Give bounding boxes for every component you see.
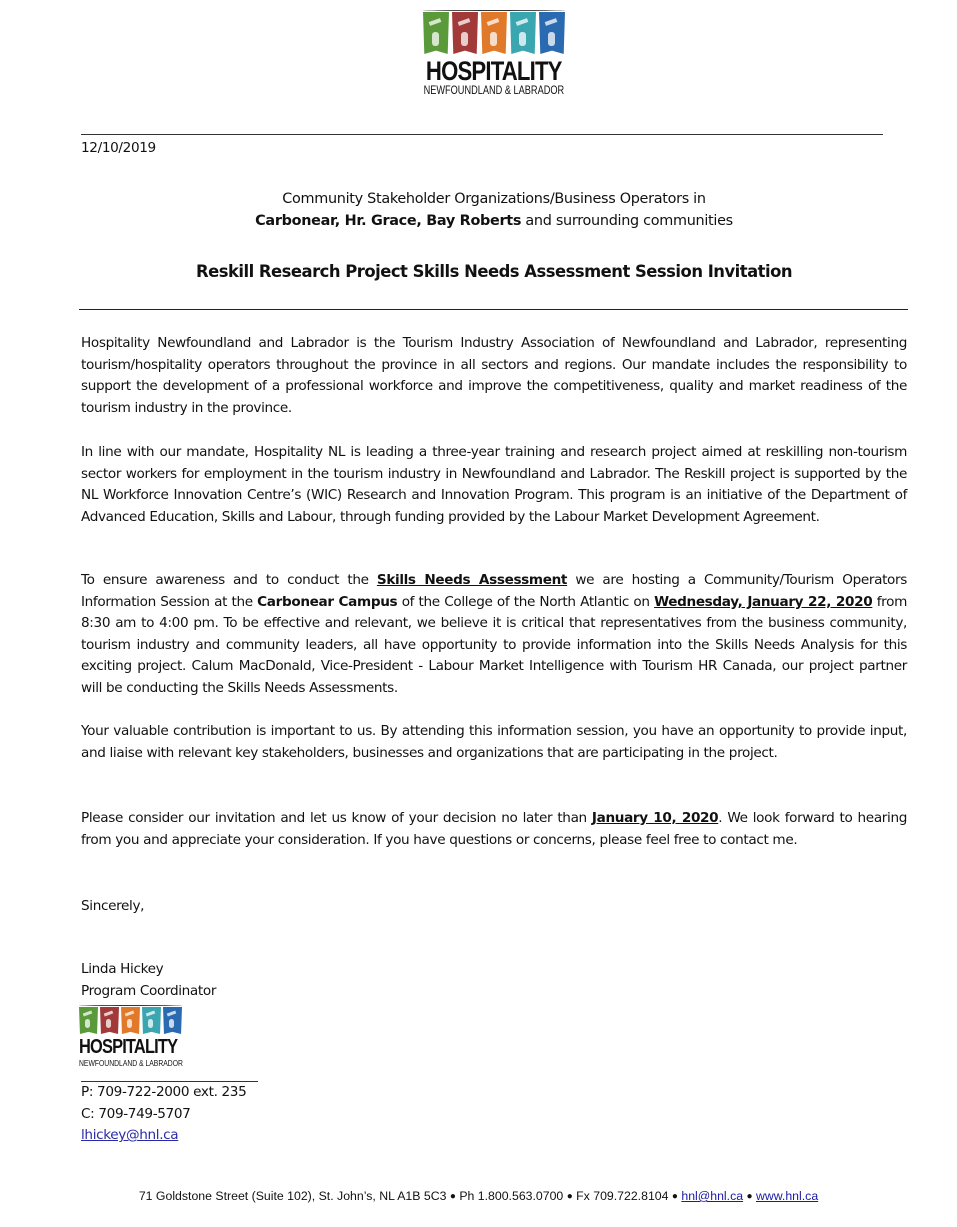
- addressee-line-2: [81, 210, 907, 232]
- signer-name: Linda Hickey: [81, 961, 164, 977]
- title-divider: [79, 309, 908, 310]
- bullet-separator: ●: [746, 1191, 753, 1202]
- bullet-separator: ●: [449, 1191, 456, 1202]
- bullet-separator: ●: [566, 1191, 573, 1202]
- flag-orange: [481, 12, 507, 54]
- flag-green: [423, 12, 449, 54]
- document-title: Reskill Research Project Skills Needs Assessment Session Invitation: [195, 262, 793, 281]
- flag-red: [100, 1007, 119, 1034]
- footer-website-link[interactable]: www.hnl.ca: [755, 1189, 819, 1203]
- flag-teal: [142, 1007, 161, 1034]
- venue-name: Carbonear Campus: [257, 593, 398, 610]
- rsvp-deadline: January 10, 2020: [591, 810, 719, 826]
- addressee-line-2-rest: and surrounding communities: [521, 213, 733, 229]
- contact-email-link[interactable]: lhickey@hnl.ca: [81, 1127, 179, 1144]
- logo-subtitle: NEWFOUNDLAND & LABRADOR: [423, 85, 565, 97]
- addressee-line-1: Community Stakeholder Organizations/Business Operators in: [282, 191, 706, 207]
- footer-fax: Fx 709.722.8104: [576, 1189, 669, 1203]
- flag-teal: [510, 12, 536, 54]
- p5-text-a: Please consider our invitation and let us know of your decision no later than: [81, 810, 592, 826]
- footer-phone: Ph 1.800.563.0700: [459, 1189, 564, 1203]
- p3-text-a: To ensure awareness and to conduct the: [81, 572, 377, 588]
- flag-blue: [163, 1007, 182, 1034]
- letterhead-footer: [0, 1189, 957, 1203]
- flag-green: [79, 1007, 98, 1034]
- p3-text-e: of the College of the North Atlantic on: [397, 593, 655, 610]
- skills-needs-assessment-emphasis: Skills Needs Assessment: [376, 572, 568, 588]
- addressee: [81, 188, 907, 232]
- p3-text-g: from 8:30 am to 4:00 pm. To be effective and relevant, we believe it is critical that representatives from the business community, tourism industry and community leaders, all have opportunity to provide information into the Skills Needs Analysis for this exciting project. Calum MacDonald, Vice-President - Labour Market Intelligence with Tourism HR Canada, our project partner will be conducting the Skills Needs Assessments.: [81, 593, 907, 696]
- signature-logo: [79, 1003, 189, 1068]
- flag-banner-icon: [423, 8, 565, 54]
- paragraph-contribution: Your valuable contribution is important to us. By attending this information session, you have an opportunity to provide input, and liaise with relevant key stakeholders, businesses and organizations that are participating in the project.: [81, 723, 907, 761]
- paragraph-intro: Hospitality Newfoundland and Labrador is the Tourism Industry Association of Newfoundland and Labrador, representing tourism/hospitality operators throughout the province in all sectors and regions. Our mandate includes the responsibility to support the development of a professional workforce and improve the competitiveness, quality and market readiness of the tourism industry in the province.: [81, 335, 907, 416]
- p3-text-c: we are hosting a Community/Tourism Operators Information Session at the: [81, 572, 907, 610]
- flag-red: [452, 12, 478, 54]
- paragraph-rsvp: [81, 808, 907, 851]
- session-date: Wednesday, January 22, 2020: [654, 593, 873, 610]
- flag-banner-icon: [79, 1003, 182, 1034]
- signer-role: Program Coordinator: [81, 982, 217, 999]
- paragraph-session-details: [81, 570, 907, 700]
- flag-orange: [121, 1007, 140, 1034]
- bullet-separator: ●: [671, 1191, 678, 1202]
- logo-subtitle: NEWFOUNDLAND & LABRADOR: [79, 1058, 183, 1068]
- p5-text-c: . We look forward to hearing from you and appreciate your consideration. If you have questions or concerns, please feel free to contact me.: [81, 810, 908, 848]
- banner-string: [423, 10, 565, 12]
- contact-phone: P: 709-722-2000 ext. 235: [81, 1084, 247, 1100]
- letter-date: 12/10/2019: [81, 140, 156, 156]
- footer-address: 71 Goldstone Street (Suite 102), St. John’s, NL A1B 5C3: [138, 1189, 447, 1203]
- contact-cell: C: 709-749-5707: [81, 1105, 191, 1122]
- banner-string: [79, 1005, 182, 1007]
- footer-email-link[interactable]: hnl@hnl.ca: [681, 1189, 744, 1203]
- flag-blue: [539, 12, 565, 54]
- paragraph-project: In line with our mandate, Hospitality NL is leading a three-year training and research project aimed at reskilling non-tourism sector workers for employment in the tourism industry in Newfoundland and Labrador. The Reskill project is supported by the NL Workforce Innovation Centre’s (WIC) Research and Innovation Program. This program is an initiative of the Department of Advanced Education, Skills and Labour, through funding provided by the Labour Market Development Agreement.: [81, 444, 907, 525]
- logo-wordmark: HOSPITALITY: [79, 1036, 178, 1058]
- signature-block: [81, 959, 216, 1002]
- closing: Sincerely,: [81, 898, 145, 914]
- hospitality-nl-logo: [418, 8, 570, 98]
- header-divider: [81, 134, 883, 135]
- contact-block: [81, 1082, 246, 1147]
- communities-list: Carbonear, Hr. Grace, Bay Roberts: [255, 213, 522, 229]
- logo-wordmark: HOSPITALITY: [426, 56, 562, 86]
